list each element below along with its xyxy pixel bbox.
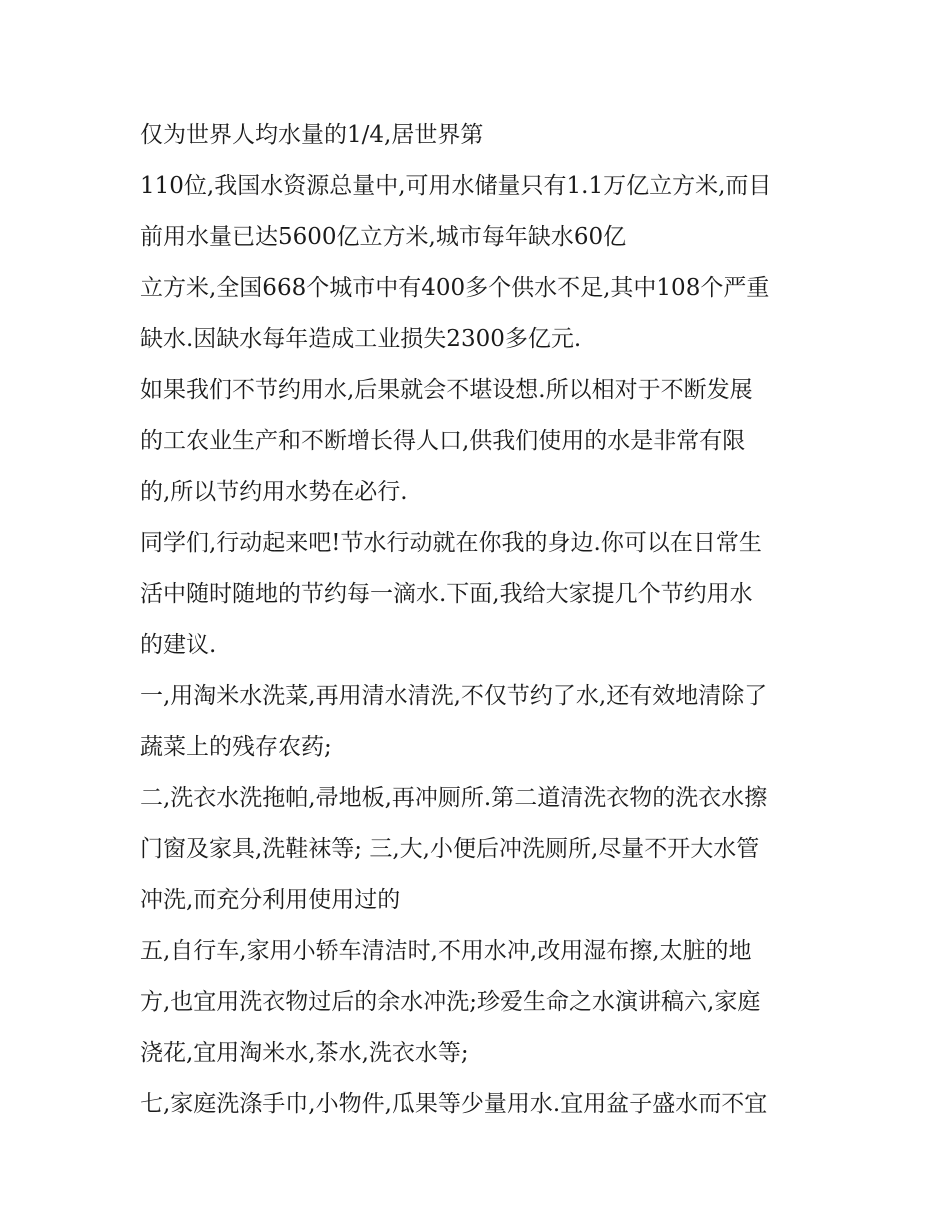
text-line: 的,所以节约用水势在必行. — [140, 479, 408, 505]
text-line: 冲洗,而充分利用使用过的 — [140, 887, 401, 913]
text-line: 方,也宜用洗衣物过后的余水冲洗;珍爱生命之水演讲稿六,家庭 — [140, 989, 761, 1015]
text-line: 前用水量已达5600亿立方米,城市每年缺水60亿 — [140, 224, 627, 250]
text-line: 缺水.因缺水每年造成工业损失2300多亿元. — [140, 326, 582, 352]
text-line: 的建议. — [140, 632, 217, 658]
text-line: 同学们,行动起来吧!节水行动就在你我的身边.你可以在日常生 — [140, 530, 762, 556]
text-line: 蔬菜上的残存农药; — [140, 734, 332, 760]
document-body — [140, 110, 820, 1130]
text-line: 仅为世界人均水量的1/4,居世界第 — [140, 122, 484, 148]
text-line: 110位,我国水资源总量中,可用水储量只有1.1万亿立方米,而目 — [140, 173, 772, 199]
text-line: 立方米,全国668个城市中有400多个供水不足,其中108个严重 — [140, 275, 770, 301]
text-line: 如果我们不节约用水,后果就会不堪设想.所以相对于不断发展 — [140, 377, 753, 403]
text-line: 浇花,宜用淘米水,茶水,洗衣水等; — [140, 1040, 469, 1066]
text-line: 的工农业生产和不断增长得人口,供我们使用的水是非常有限 — [140, 428, 746, 454]
text-line: 一,用淘米水洗菜,再用清水清洗,不仅节约了水,还有效地清除了 — [140, 683, 768, 709]
text-line: 二,洗衣水洗拖帕,帚地板,再冲厕所.第二道清洗衣物的洗衣水擦 — [140, 785, 768, 811]
text-line: 七,家庭洗涤手巾,小物件,瓜果等少量用水.宜用盆子盛水而不宜 — [140, 1091, 768, 1117]
text-line: 活中随时随地的节约每一滴水.下面,我给大家提几个节约用水 — [140, 581, 753, 607]
text-line: 五,自行车,家用小轿车清洁时,不用水冲,改用湿布擦,太脏的地 — [140, 938, 752, 964]
text-line: 门窗及家具,洗鞋袜等; 三,大,小便后冲洗厕所,尽量不开大水管 — [140, 836, 760, 862]
